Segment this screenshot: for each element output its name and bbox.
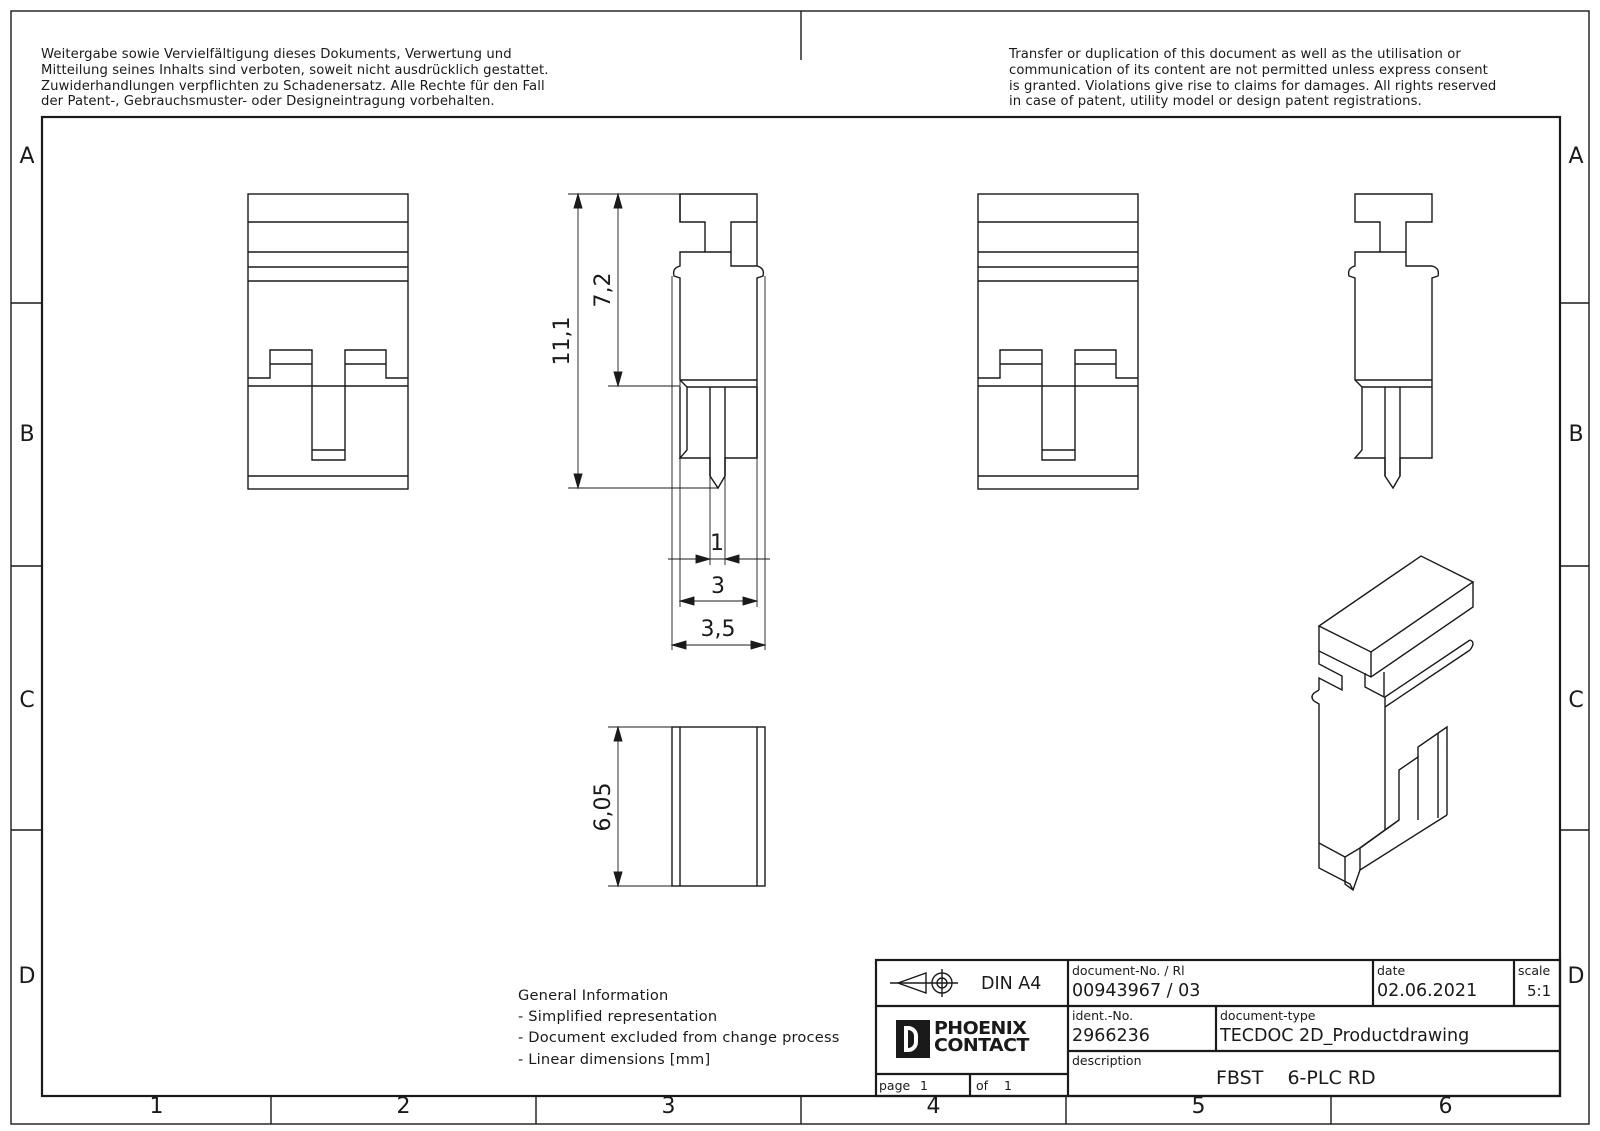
column-label-2: 2	[396, 1094, 411, 1119]
dimension-depth: 6,05	[591, 782, 616, 832]
column-label-4: 4	[926, 1094, 941, 1119]
document-type-label: document-type	[1220, 1008, 1316, 1023]
scale-value: 5:1	[1527, 982, 1552, 1000]
document-no-value: 00943967 / 03	[1072, 981, 1201, 1001]
column-label-1: 1	[149, 1094, 164, 1119]
zone-label-d-right: D	[1567, 964, 1585, 989]
general-information-item: - Linear dimensions [mm]	[518, 1050, 711, 1068]
zone-label-c-left: C	[19, 688, 35, 713]
column-label-3: 3	[661, 1094, 676, 1119]
notice-line: Weitergabe sowie Vervielfältigung dieses Dokuments, Verwertung und	[41, 47, 512, 62]
of-label: of	[976, 1078, 989, 1093]
notice-line: communication of its content are not permitted unless express consent	[1009, 62, 1488, 78]
top-view-dimension	[608, 727, 672, 886]
side-view-right	[1349, 194, 1439, 488]
front-view-right	[978, 194, 1138, 489]
scale-label: scale	[1518, 963, 1551, 978]
zone-label-c-right: C	[1568, 688, 1584, 713]
paper-format: DIN A4	[981, 974, 1042, 994]
page-label: page	[879, 1078, 911, 1093]
sheet-outer-border	[11, 11, 1589, 1124]
column-label-6: 6	[1438, 1094, 1453, 1119]
zone-label-d-left: D	[18, 964, 36, 989]
document-no-label: document-No. / Rl	[1072, 963, 1185, 978]
side-view-dimensions	[568, 194, 770, 650]
dimension-body-width: 3	[711, 574, 725, 599]
dimension-overall-height: 11,1	[550, 316, 575, 366]
page-total: 1	[1004, 1078, 1012, 1093]
top-view	[672, 727, 765, 886]
notice-line: in case of patent, utility model or design patent registrations.	[1009, 94, 1422, 110]
zone-label-a-right: A	[1568, 144, 1584, 169]
dimension-upper-height: 7,2	[591, 272, 616, 308]
front-view-left	[248, 194, 408, 489]
zone-label-b-right: B	[1568, 422, 1584, 447]
date-value: 02.06.2021	[1377, 981, 1478, 1001]
side-view	[674, 194, 764, 488]
date-label: date	[1377, 963, 1406, 978]
general-information	[518, 985, 840, 1070]
general-information-heading: General Information	[518, 987, 669, 1004]
dimension-total-width: 3,5	[700, 617, 736, 642]
document-type-value: TECDOC 2D_Productdrawing	[1220, 1026, 1470, 1046]
description-label: description	[1072, 1053, 1142, 1068]
dimension-pin-width: 1	[710, 531, 724, 556]
ident-no-value: 2966236	[1072, 1026, 1150, 1046]
notice-line: Transfer or duplication of this document as well as the utilisation or	[1009, 47, 1461, 62]
general-information-item: - Document excluded from change process	[518, 1029, 840, 1047]
page-number: 1	[920, 1078, 928, 1093]
ident-no-label: ident.-No.	[1072, 1008, 1134, 1023]
logo-wordmark: PHOENIX CONTACT	[934, 1019, 1029, 1056]
isometric-view	[1312, 556, 1473, 890]
description-value: FBST 6-PLC RD	[1216, 1067, 1376, 1089]
notice-line: is granted. Violations give rise to claims for damages. All rights reserved	[1009, 78, 1497, 94]
projection-symbol-icon	[890, 969, 958, 997]
zone-label-b-left: B	[19, 422, 35, 447]
column-label-5: 5	[1191, 1094, 1206, 1119]
logo-mark	[896, 1020, 930, 1058]
drawing-frame	[42, 117, 1560, 1096]
zone-label-a-left: A	[19, 144, 35, 169]
general-information-item: - Simplified representation	[518, 1008, 718, 1026]
notice-line: der Patent-, Gebrauchsmuster- oder Designeintragung vorbehalten.	[41, 94, 495, 110]
notice-line: Zuwiderhandlungen verpflichten zu Schadenersatz. Alle Rechte für den Fall	[41, 78, 545, 94]
notice-line: Mitteilung seines Inhalts sind verboten, soweit nicht ausdrücklich gestattet.	[41, 62, 549, 78]
phoenix-contact-logo	[896, 1020, 1048, 1058]
